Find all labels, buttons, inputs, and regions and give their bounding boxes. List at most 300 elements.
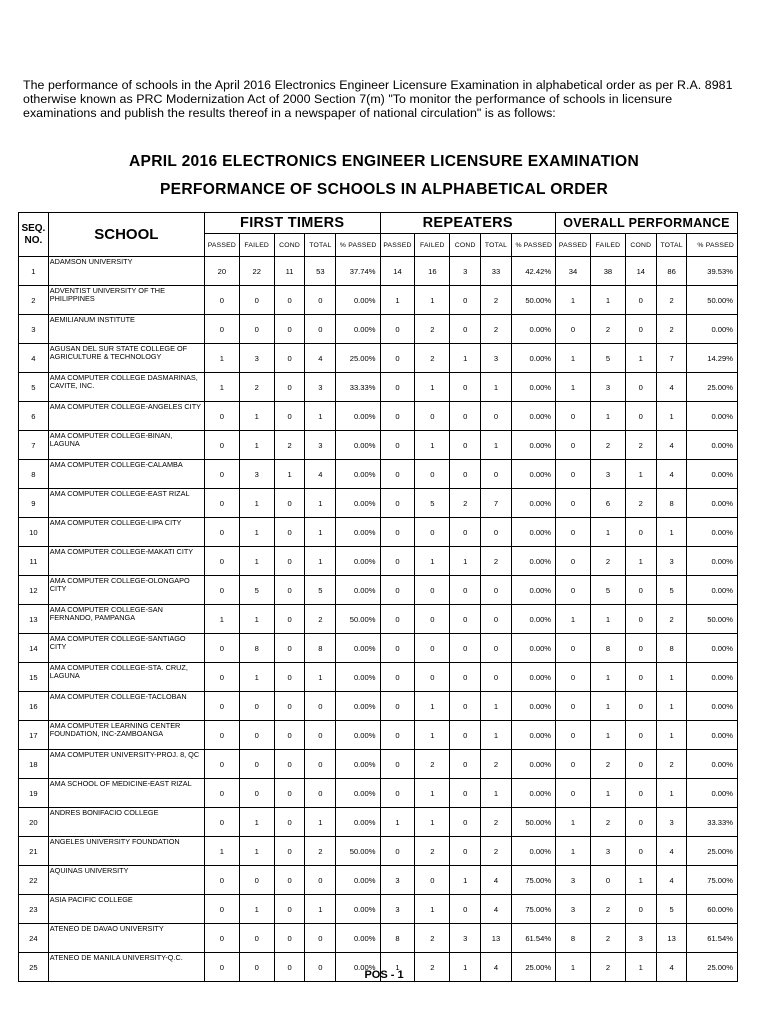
first-total-cell: 2 (305, 605, 336, 634)
repeat-total-cell: 1 (481, 373, 512, 402)
first-failed-cell: 1 (239, 431, 274, 460)
school-name-cell: AMA COMPUTER COLLEGE-STA. CRUZ, LAGUNA (48, 663, 204, 692)
first-pct-passed-cell: 0.00% (336, 286, 380, 315)
first-failed-cell: 3 (239, 344, 274, 373)
first-cond-cell: 0 (274, 547, 305, 576)
repeat-pct-passed-cell: 50.00% (511, 808, 555, 837)
overall-total-cell: 13 (656, 924, 687, 953)
first-passed-cell: 0 (204, 402, 239, 431)
seq-no-cell: 4 (19, 344, 49, 373)
first-cond-cell: 1 (274, 460, 305, 489)
overall-pct-passed-cell: 0.00% (687, 721, 738, 750)
repeat-passed-cell: 0 (380, 779, 415, 808)
first-total-cell: 1 (305, 518, 336, 547)
repeat-pct-passed-cell: 0.00% (511, 489, 555, 518)
repeat-total-cell: 2 (481, 808, 512, 837)
repeat-passed-cell: 0 (380, 489, 415, 518)
table-row (19, 866, 738, 895)
first-total-cell: 0 (305, 286, 336, 315)
first-pct-passed-cell: 0.00% (336, 402, 380, 431)
first-pct-passed-cell: 0.00% (336, 721, 380, 750)
overall-passed-cell: 1 (556, 344, 591, 373)
table-row (19, 837, 738, 866)
overall-passed-cell: 1 (556, 953, 591, 982)
first-failed-cell: 1 (239, 547, 274, 576)
overall-failed-cell: 5 (590, 576, 625, 605)
school-name-cell: AGUSAN DEL SUR STATE COLLEGE OF AGRICULTURE & TECHNOLOGY (48, 344, 204, 373)
repeat-cond-header: COND (450, 234, 481, 257)
first-cond-cell: 0 (274, 837, 305, 866)
repeat-passed-cell: 0 (380, 460, 415, 489)
repeat-cond-cell: 0 (450, 837, 481, 866)
first-passed-cell: 0 (204, 315, 239, 344)
repeat-passed-cell: 0 (380, 344, 415, 373)
first-cond-cell: 0 (274, 779, 305, 808)
overall-passed-cell: 1 (556, 837, 591, 866)
first-pct-passed-cell: 0.00% (336, 895, 380, 924)
first-failed-cell: 0 (239, 692, 274, 721)
overall-cond-cell: 0 (625, 692, 656, 721)
first-passed-cell: 0 (204, 721, 239, 750)
table-row (19, 373, 738, 402)
overall-total-cell: 4 (656, 866, 687, 895)
overall-cond-cell: 0 (625, 315, 656, 344)
seq-no-cell: 19 (19, 779, 49, 808)
first-failed-cell: 22 (239, 257, 274, 286)
repeat-failed-cell: 2 (415, 953, 450, 982)
overall-cond-cell: 1 (625, 953, 656, 982)
first-passed-cell: 0 (204, 547, 239, 576)
overall-pct-passed-cell: 0.00% (687, 692, 738, 721)
table-row (19, 663, 738, 692)
repeat-passed-cell: 0 (380, 547, 415, 576)
overall-pct-passed-cell: 60.00% (687, 895, 738, 924)
first-passed-cell: 0 (204, 518, 239, 547)
overall-passed-cell: 0 (556, 692, 591, 721)
repeat-passed-cell: 14 (380, 257, 415, 286)
first-total-cell: 3 (305, 373, 336, 402)
overall-total-cell: 3 (656, 808, 687, 837)
seq-no-cell: 9 (19, 489, 49, 518)
seq-no-cell: 5 (19, 373, 49, 402)
repeat-cond-cell: 1 (450, 547, 481, 576)
repeat-total-cell: 1 (481, 721, 512, 750)
school-header: SCHOOL (48, 213, 204, 257)
school-name-cell: AMA COMPUTER COLLEGE-CALAMBA (48, 460, 204, 489)
repeat-failed-cell: 1 (415, 286, 450, 315)
repeat-total-cell: 2 (481, 547, 512, 576)
overall-total-cell: 8 (656, 489, 687, 518)
overall-total-cell: 1 (656, 663, 687, 692)
repeat-pct-passed-cell: 0.00% (511, 750, 555, 779)
first-pct-passed-cell: 37.74% (336, 257, 380, 286)
overall-failed-cell: 2 (590, 808, 625, 837)
first-total-cell: 0 (305, 924, 336, 953)
first-cond-cell: 0 (274, 402, 305, 431)
first-cond-cell: 0 (274, 634, 305, 663)
overall-cond-cell: 0 (625, 808, 656, 837)
overall-total-cell: 2 (656, 286, 687, 315)
repeat-failed-cell: 2 (415, 750, 450, 779)
seq-no-cell: 11 (19, 547, 49, 576)
repeat-failed-cell: 1 (415, 373, 450, 402)
overall-passed-cell: 3 (556, 866, 591, 895)
school-name-cell: AMA SCHOOL OF MEDICINE-EAST RIZAL (48, 779, 204, 808)
first-total-cell: 1 (305, 895, 336, 924)
seq-no-cell: 23 (19, 895, 49, 924)
table-row (19, 286, 738, 315)
overall-failed-cell: 2 (590, 953, 625, 982)
first-failed-cell: 0 (239, 750, 274, 779)
first-failed-cell: 0 (239, 721, 274, 750)
repeat-total-cell: 0 (481, 634, 512, 663)
seq-no-cell: 15 (19, 663, 49, 692)
first-pct-passed-cell: 0.00% (336, 547, 380, 576)
first-passed-cell: 1 (204, 373, 239, 402)
school-name-cell: ANGELES UNIVERSITY FOUNDATION (48, 837, 204, 866)
first-pct-passed-cell: 50.00% (336, 837, 380, 866)
repeat-total-header: TOTAL (481, 234, 512, 257)
school-name-cell: AMA COMPUTER COLLEGE-BINAN, LAGUNA (48, 431, 204, 460)
overall-cond-header: COND (625, 234, 656, 257)
repeat-pct-passed-cell: 0.00% (511, 315, 555, 344)
overall-cond-cell: 1 (625, 547, 656, 576)
first-pct-passed-cell: 0.00% (336, 518, 380, 547)
repeat-total-cell: 3 (481, 344, 512, 373)
repeat-passed-cell: 1 (380, 286, 415, 315)
repeat-cond-cell: 0 (450, 315, 481, 344)
repeat-cond-cell: 3 (450, 257, 481, 286)
school-name-cell: AMA COMPUTER COLLEGE-ANGELES CITY (48, 402, 204, 431)
first-failed-cell: 1 (239, 808, 274, 837)
first-cond-cell: 0 (274, 808, 305, 837)
overall-total-cell: 4 (656, 953, 687, 982)
table-row (19, 605, 738, 634)
school-name-cell: AMA COMPUTER COLLEGE DASMARINAS, CAVITE, INC. (48, 373, 204, 402)
repeat-pct-passed-cell: 75.00% (511, 895, 555, 924)
repeat-total-cell: 1 (481, 779, 512, 808)
overall-pct-passed-cell: 75.00% (687, 866, 738, 895)
table-body (19, 257, 738, 982)
repeat-failed-cell: 1 (415, 547, 450, 576)
first-failed-cell: 1 (239, 895, 274, 924)
first-total-cell: 1 (305, 663, 336, 692)
overall-failed-cell: 1 (590, 402, 625, 431)
overall-failed-cell: 1 (590, 286, 625, 315)
first-failed-cell: 0 (239, 779, 274, 808)
table-row (19, 518, 738, 547)
repeat-pct-passed-cell: 50.00% (511, 286, 555, 315)
overall-pct-passed-cell: 0.00% (687, 779, 738, 808)
repeat-failed-cell: 0 (415, 576, 450, 605)
first-passed-cell: 0 (204, 750, 239, 779)
first-passed-cell: 0 (204, 460, 239, 489)
overall-cond-cell: 0 (625, 402, 656, 431)
repeat-cond-cell: 0 (450, 605, 481, 634)
overall-total-cell: 2 (656, 605, 687, 634)
overall-total-cell: 1 (656, 692, 687, 721)
repeat-passed-cell: 0 (380, 576, 415, 605)
table-row (19, 779, 738, 808)
overall-cond-cell: 0 (625, 605, 656, 634)
overall-pct-passed-cell: 0.00% (687, 402, 738, 431)
first-pct-passed-cell: 0.00% (336, 808, 380, 837)
table-title: PERFORMANCE OF SCHOOLS IN ALPHABETICAL ORDER (159, 181, 609, 198)
seq-no-cell: 13 (19, 605, 49, 634)
repeat-cond-cell: 0 (450, 895, 481, 924)
overall-total-cell: 4 (656, 837, 687, 866)
seq-no-cell: 25 (19, 953, 49, 982)
repeat-failed-header: FAILED (415, 234, 450, 257)
overall-total-cell: 4 (656, 460, 687, 489)
repeat-cond-cell: 0 (450, 779, 481, 808)
table-row (19, 344, 738, 373)
repeat-pct-passed-header: % PASSED (511, 234, 555, 257)
seq-no-cell: 20 (19, 808, 49, 837)
performance-table (18, 212, 738, 982)
first-passed-cell: 1 (204, 837, 239, 866)
overall-pct-passed-cell: 0.00% (687, 547, 738, 576)
seq-no-cell: 7 (19, 431, 49, 460)
overall-pct-passed-cell: 25.00% (687, 373, 738, 402)
overall-cond-cell: 14 (625, 257, 656, 286)
first-passed-cell: 0 (204, 634, 239, 663)
repeat-failed-cell: 0 (415, 460, 450, 489)
first-cond-cell: 0 (274, 721, 305, 750)
overall-passed-cell: 0 (556, 460, 591, 489)
repeat-total-cell: 4 (481, 895, 512, 924)
repeat-total-cell: 0 (481, 576, 512, 605)
seq-no-cell: 17 (19, 721, 49, 750)
table-row (19, 489, 738, 518)
first-total-cell: 0 (305, 750, 336, 779)
repeat-pct-passed-cell: 0.00% (511, 547, 555, 576)
overall-pct-passed-cell: 25.00% (687, 837, 738, 866)
overall-passed-cell: 1 (556, 373, 591, 402)
repeat-pct-passed-cell: 25.00% (511, 953, 555, 982)
repeat-cond-cell: 0 (450, 634, 481, 663)
school-name-cell: ATENEO DE DAVAO UNIVERSITY (48, 924, 204, 953)
overall-cond-cell: 0 (625, 779, 656, 808)
first-total-cell: 5 (305, 576, 336, 605)
first-pct-passed-cell: 0.00% (336, 576, 380, 605)
overall-failed-cell: 1 (590, 721, 625, 750)
overall-failed-cell: 2 (590, 750, 625, 779)
overall-total-cell: 8 (656, 634, 687, 663)
seq-no-cell: 22 (19, 866, 49, 895)
repeat-failed-cell: 1 (415, 895, 450, 924)
first-failed-cell: 1 (239, 402, 274, 431)
seq-no-cell: 6 (19, 402, 49, 431)
overall-pct-passed-cell: 0.00% (687, 489, 738, 518)
overall-pct-passed-cell: 0.00% (687, 663, 738, 692)
first-pct-passed-cell: 0.00% (336, 953, 380, 982)
first-total-cell: 0 (305, 866, 336, 895)
first-cond-cell: 0 (274, 373, 305, 402)
overall-cond-cell: 1 (625, 460, 656, 489)
overall-pct-passed-cell: 39.53% (687, 257, 738, 286)
repeat-cond-cell: 0 (450, 373, 481, 402)
overall-cond-cell: 0 (625, 895, 656, 924)
repeat-passed-cell: 0 (380, 750, 415, 779)
repeat-passed-cell: 0 (380, 518, 415, 547)
repeat-cond-cell: 0 (450, 286, 481, 315)
school-name-cell: ANDRES BONIFACIO COLLEGE (48, 808, 204, 837)
first-cond-cell: 0 (274, 750, 305, 779)
repeat-pct-passed-cell: 0.00% (511, 605, 555, 634)
overall-pct-passed-cell: 14.29% (687, 344, 738, 373)
repeat-total-cell: 2 (481, 837, 512, 866)
first-cond-cell: 0 (274, 866, 305, 895)
repeat-total-cell: 2 (481, 750, 512, 779)
repeat-passed-cell: 0 (380, 663, 415, 692)
table-row (19, 431, 738, 460)
seq-no-cell: 2 (19, 286, 49, 315)
repeat-cond-cell: 0 (450, 431, 481, 460)
repeat-pct-passed-cell: 0.00% (511, 692, 555, 721)
overall-passed-cell: 0 (556, 489, 591, 518)
table-row (19, 460, 738, 489)
overall-failed-cell: 1 (590, 518, 625, 547)
overall-passed-cell: 0 (556, 547, 591, 576)
first-failed-cell: 8 (239, 634, 274, 663)
repeat-total-cell: 0 (481, 460, 512, 489)
repeat-pct-passed-cell: 61.54% (511, 924, 555, 953)
overall-cond-cell: 0 (625, 634, 656, 663)
overall-failed-cell: 1 (590, 605, 625, 634)
first-total-cell: 1 (305, 808, 336, 837)
first-pct-passed-cell: 0.00% (336, 431, 380, 460)
overall-pct-passed-cell: 50.00% (687, 286, 738, 315)
repeat-failed-cell: 0 (415, 605, 450, 634)
overall-total-cell: 86 (656, 257, 687, 286)
table-row (19, 692, 738, 721)
intro-paragraph: The performance of schools in the April 2016 Electronics Engineer Licensure Examination in alphabetical order as per R.A. 8981 otherwise known as PRC Modernization Act of 2000 Section 7(m) "To monitor the performance of schools in licensure examinations and publish the results thereof in a newspaper of national circulation" is as follows: (23, 78, 733, 120)
overall-failed-cell: 38 (590, 257, 625, 286)
overall-cond-cell: 0 (625, 518, 656, 547)
seq-no-header: SEQ. NO. (19, 213, 49, 257)
table-row (19, 924, 738, 953)
repeat-failed-cell: 0 (415, 663, 450, 692)
first-total-cell: 0 (305, 721, 336, 750)
overall-failed-cell: 2 (590, 547, 625, 576)
first-pct-passed-header: % PASSED (336, 234, 380, 257)
page-footer: POS - 1 (364, 969, 404, 981)
first-failed-cell: 0 (239, 924, 274, 953)
overall-passed-cell: 0 (556, 721, 591, 750)
school-name-cell: ASIA PACIFIC COLLEGE (48, 895, 204, 924)
overall-cond-cell: 1 (625, 344, 656, 373)
school-name-cell: ADVENTIST UNIVERSITY OF THE PHILIPPINES (48, 286, 204, 315)
overall-total-cell: 1 (656, 779, 687, 808)
overall-failed-cell: 1 (590, 663, 625, 692)
repeat-total-cell: 33 (481, 257, 512, 286)
school-name-cell: ATENEO DE MANILA UNIVERSITY-Q.C. (48, 953, 204, 982)
overall-passed-cell: 0 (556, 431, 591, 460)
overall-cond-cell: 1 (625, 866, 656, 895)
first-pct-passed-cell: 0.00% (336, 489, 380, 518)
overall-pct-passed-cell: 0.00% (687, 460, 738, 489)
first-failed-cell: 1 (239, 518, 274, 547)
repeat-total-cell: 13 (481, 924, 512, 953)
repeat-failed-cell: 1 (415, 431, 450, 460)
first-pct-passed-cell: 50.00% (336, 605, 380, 634)
overall-passed-cell: 1 (556, 286, 591, 315)
repeat-pct-passed-cell: 0.00% (511, 373, 555, 402)
repeat-passed-cell: 0 (380, 373, 415, 402)
repeat-cond-cell: 0 (450, 692, 481, 721)
repeat-pct-passed-cell: 75.00% (511, 866, 555, 895)
repeat-passed-cell: 0 (380, 721, 415, 750)
overall-total-cell: 2 (656, 315, 687, 344)
overall-total-cell: 5 (656, 895, 687, 924)
seq-no-cell: 8 (19, 460, 49, 489)
first-pct-passed-cell: 0.00% (336, 924, 380, 953)
first-total-cell: 3 (305, 431, 336, 460)
first-pct-passed-cell: 0.00% (336, 779, 380, 808)
overall-failed-header: FAILED (590, 234, 625, 257)
overall-failed-cell: 3 (590, 373, 625, 402)
overall-pct-passed-header: % PASSED (687, 234, 738, 257)
overall-total-cell: 1 (656, 721, 687, 750)
repeat-cond-cell: 0 (450, 518, 481, 547)
first-cond-cell: 0 (274, 895, 305, 924)
repeat-failed-cell: 1 (415, 808, 450, 837)
repeat-cond-cell: 3 (450, 924, 481, 953)
repeat-pct-passed-cell: 0.00% (511, 721, 555, 750)
first-total-cell: 53 (305, 257, 336, 286)
repeat-passed-cell: 0 (380, 692, 415, 721)
school-name-cell: AMA COMPUTER COLLEGE-OLONGAPO CITY (48, 576, 204, 605)
first-cond-cell: 0 (274, 518, 305, 547)
repeat-cond-cell: 0 (450, 663, 481, 692)
seq-no-cell: 12 (19, 576, 49, 605)
table-row (19, 257, 738, 286)
repeat-failed-cell: 1 (415, 779, 450, 808)
seq-no-cell: 24 (19, 924, 49, 953)
first-cond-cell: 0 (274, 605, 305, 634)
overall-pct-passed-cell: 0.00% (687, 634, 738, 663)
school-name-cell: AMA COMPUTER COLLEGE-SANTIAGO CITY (48, 634, 204, 663)
first-failed-cell: 1 (239, 489, 274, 518)
overall-cond-cell: 0 (625, 373, 656, 402)
seq-no-cell: 16 (19, 692, 49, 721)
overall-failed-cell: 3 (590, 837, 625, 866)
school-name-cell: AMA COMPUTER COLLEGE-MAKATI CITY (48, 547, 204, 576)
repeat-failed-cell: 2 (415, 315, 450, 344)
first-total-cell: 0 (305, 315, 336, 344)
overall-pct-passed-cell: 25.00% (687, 953, 738, 982)
overall-cond-cell: 0 (625, 750, 656, 779)
repeat-failed-cell: 1 (415, 721, 450, 750)
first-total-cell: 1 (305, 489, 336, 518)
overall-total-cell: 4 (656, 373, 687, 402)
repeat-passed-cell: 1 (380, 808, 415, 837)
overall-passed-cell: 0 (556, 315, 591, 344)
first-passed-cell: 0 (204, 489, 239, 518)
first-passed-cell: 0 (204, 866, 239, 895)
repeat-failed-cell: 1 (415, 692, 450, 721)
overall-pct-passed-cell: 0.00% (687, 750, 738, 779)
repeat-pct-passed-cell: 0.00% (511, 518, 555, 547)
overall-total-cell: 2 (656, 750, 687, 779)
overall-failed-cell: 3 (590, 460, 625, 489)
overall-failed-cell: 2 (590, 924, 625, 953)
table-row (19, 721, 738, 750)
overall-passed-cell: 1 (556, 605, 591, 634)
repeat-pct-passed-cell: 0.00% (511, 431, 555, 460)
first-failed-cell: 5 (239, 576, 274, 605)
